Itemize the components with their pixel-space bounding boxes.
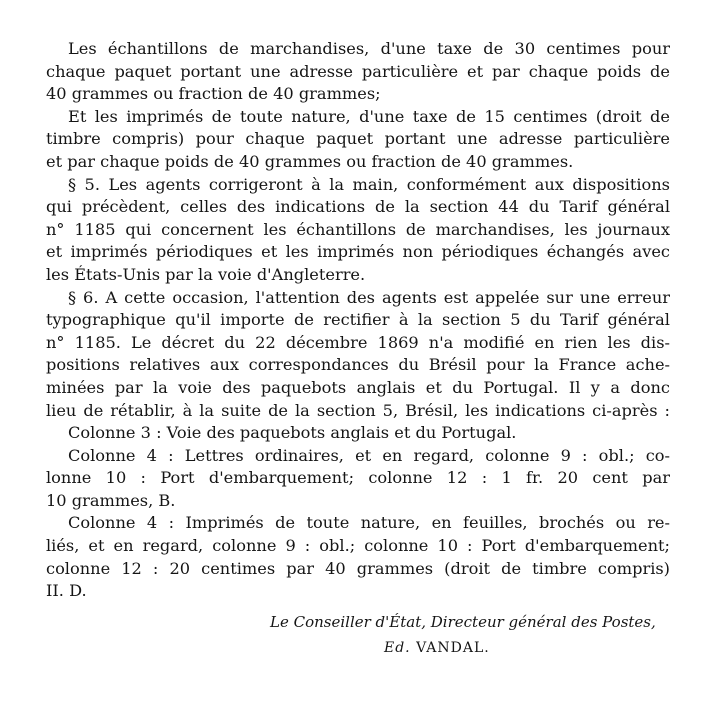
document-page <box>46 38 670 659</box>
signer-initial: Ed. <box>384 639 411 656</box>
paragraph-samples-tax <box>46 38 670 106</box>
signature-title: Le Conseiller d'État, Directeur général des Postes, <box>270 612 656 631</box>
paragraph-colonne-4-imprimes <box>46 512 670 602</box>
signer-name: VANDAL. <box>416 639 490 656</box>
text-line: colonne 12 : 20 centimes par 40 grammes (droit de timbre compris) <box>46 558 670 578</box>
text-line: et imprimés périodiques et les imprimés non périodiques échangés avec <box>46 242 670 262</box>
signer-name-block <box>46 637 670 659</box>
text-line: § 5. Les agents corrigeront à la main, conformément aux dispositions <box>68 174 670 194</box>
text-line: et par chaque poids de 40 grammes ou fraction de 40 grammes. <box>46 151 574 171</box>
text-line: Colonne 3 : Voie des paquebots anglais et du Portugal. <box>68 423 517 443</box>
text-line: Et les imprimés de toute nature, d'une taxe de 15 centimes (droit de <box>68 106 670 126</box>
text-line: n° 1185 qui concernent les échantillons de marchandises, les journaux <box>46 219 670 239</box>
paragraph-colonne-4-lettres <box>46 445 670 513</box>
text-line: timbre compris) pour chaque paquet portant une adresse particulière <box>46 129 670 149</box>
text-line: lieu de rétablir, à la suite de la section 5, Brésil, les indications ci-après : <box>46 400 670 420</box>
text-line: Les échantillons de marchandises, d'une taxe de 30 centimes pour <box>68 39 670 58</box>
text-line: typographique qu'il importe de rectifier à la section 5 du Tarif général <box>46 310 670 330</box>
paragraph-section-6 <box>46 287 670 423</box>
text-line: lonne 10 : Port d'embarquement; colonne 12 : 1 fr. 20 cent par <box>46 468 670 488</box>
paragraph-colonne-3 <box>46 422 670 445</box>
text-line: Colonne 4 : Lettres ordinaires, et en regard, colonne 9 : obl.; co- <box>68 445 670 465</box>
text-line: II. D. <box>46 581 87 601</box>
paragraph-printed-matter-tax <box>46 106 670 174</box>
text-line: 10 grammes, B. <box>46 490 176 510</box>
text-line: positions relatives aux correspondances du Brésil pour la France ache- <box>46 355 670 375</box>
text-line: les États-Unis par la voie d'Angleterre. <box>46 264 366 284</box>
text-line: chaque paquet portant une adresse particulière et par chaque poids de <box>46 61 670 81</box>
text-line: qui précèdent, celles des indications de la section 44 du Tarif général <box>46 197 670 217</box>
text-line: minées par la voie des paquebots anglais et du Portugal. Il y a donc <box>46 377 670 397</box>
text-line: 40 grammes ou fraction de 40 grammes; <box>46 84 381 104</box>
text-line: n° 1185. Le décret du 22 décembre 1869 n'a modifié en rien les dis- <box>46 332 670 352</box>
paragraph-section-5 <box>46 174 670 287</box>
text-line: § 6. A cette occasion, l'attention des agents est appelée sur une erreur <box>68 287 670 307</box>
text-line: Colonne 4 : Imprimés de toute nature, en feuilles, brochés ou re- <box>68 513 670 533</box>
text-line: liés, et en regard, colonne 9 : obl.; colonne 10 : Port d'embarquement; <box>46 536 670 556</box>
